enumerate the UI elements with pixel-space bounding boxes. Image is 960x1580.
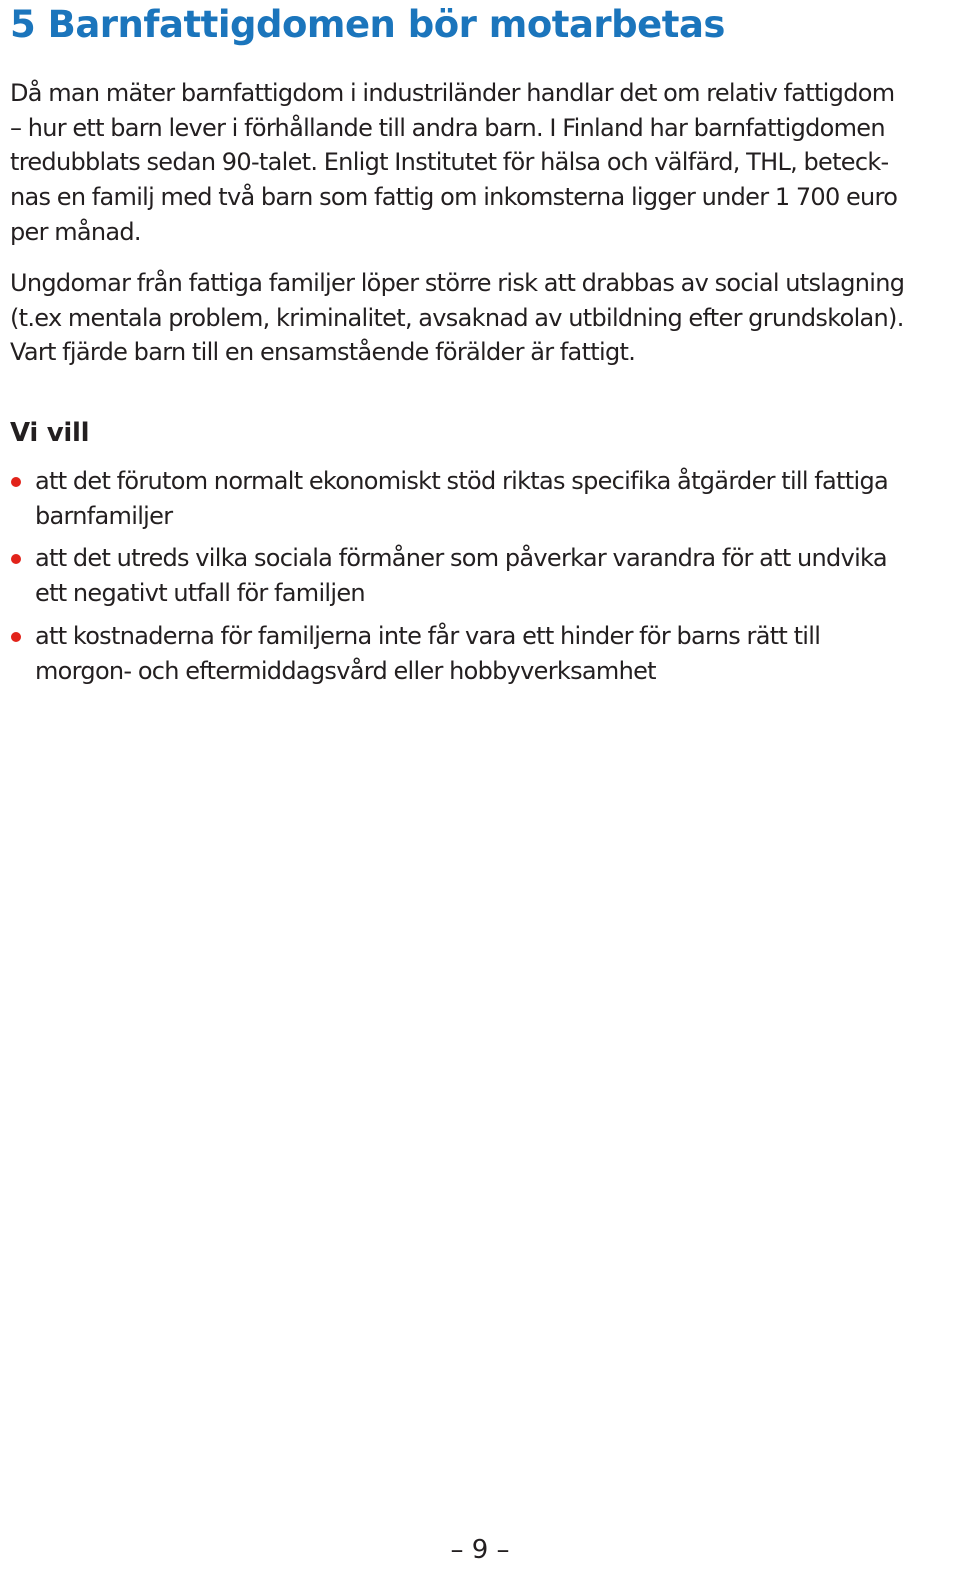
text-line: nas en familj med två barn som fattig om inkomsterna ligger under 1 700 euro [10, 183, 898, 212]
list-item-text: morgon- och eftermiddagsvård eller hobbyverksamhet [35, 656, 656, 685]
list-item [10, 464, 955, 533]
list-item-text: ett negativt utfall för familjen [35, 579, 365, 608]
bullet-dot-icon [11, 477, 21, 487]
list-item-text: barnfamiljer [35, 501, 173, 530]
text-line: tredubblats sedan 90-talet. Enligt Institutet för hälsa och välfärd, THL, beteck- [10, 148, 889, 177]
bullet-dot-icon [11, 554, 21, 564]
list-item [10, 619, 955, 688]
text-line: Vart fjärde barn till en ensamstående förälder är fattigt. [10, 338, 636, 367]
text-line: (t.ex mentala problem, kriminalitet, avsaknad av utbildning efter grundskolan). [10, 303, 904, 332]
text-line: Ungdomar från fattiga familjer löper större risk att drabbas av social utslagning [10, 269, 905, 297]
list-item-text: att kostnaderna för familjerna inte får vara ett hinder för barns rätt till [35, 621, 821, 650]
risk-paragraph [10, 266, 955, 370]
intro-paragraph [10, 76, 955, 250]
list-item-text: att det utreds vilka sociala förmåner som påverkar varandra för att undvika [35, 544, 887, 573]
text-line: – hur ett barn lever i förhållande till andra barn. I Finland har barnfattigdomen [10, 113, 885, 142]
page-number: – 9 – [450, 1535, 510, 1565]
demands-list [10, 464, 955, 696]
list-item [10, 541, 955, 610]
bullet-dot-icon [11, 632, 21, 642]
section-subheading: Vi vill [10, 418, 90, 448]
page-title: 5 Barnfattigdomen bör motarbetas [10, 3, 725, 46]
text-line: per månad. [10, 217, 141, 246]
list-item-text: att det förutom normalt ekonomiskt stöd riktas specifika åtgärder till fattiga [35, 467, 888, 495]
text-line: Då man mäter barnfattigdom i industriländer handlar det om relativ fattigdom [10, 79, 895, 107]
